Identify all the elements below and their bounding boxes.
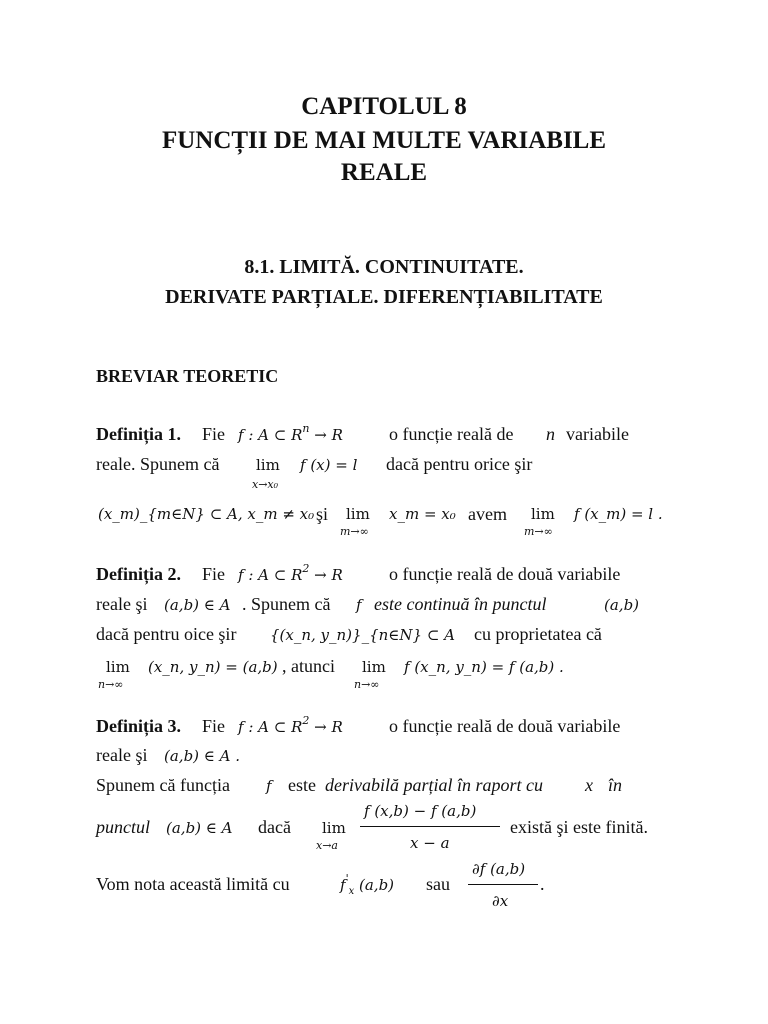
def1-fx: f (x) = l bbox=[300, 456, 358, 474]
def1-lim2-sub: m→∞ bbox=[340, 525, 369, 538]
def2-label: Definiția 2. bbox=[96, 564, 181, 584]
def1-text3: reale. Spunem că bbox=[96, 454, 220, 474]
def3-map: f : A ⊂ $R^2 \to R$ bbox=[238, 714, 343, 736]
def3-fie: Fie bbox=[202, 716, 226, 736]
chapter-number: CAPITOLUL 8 bbox=[301, 93, 467, 120]
def1-si: şi bbox=[316, 504, 329, 524]
def2-lim2-sub: n→∞ bbox=[354, 678, 380, 691]
chapter-title: FUNCȚII DE MAI MULTE VARIABILE bbox=[161, 127, 607, 154]
def3-fprime: $f'_x$ (a,b) bbox=[340, 872, 395, 897]
def1-lim3: lim bbox=[531, 505, 555, 523]
def3-text9: există şi este finită. bbox=[510, 817, 648, 837]
section-title: 8.1. LIMITĂ. CONTINUITATE. bbox=[244, 256, 524, 278]
def2-text2: reale şi bbox=[96, 594, 148, 614]
def3-text5: derivabilă parțial în raport cu bbox=[325, 775, 543, 795]
def1-xm: x_m = x₀ bbox=[389, 505, 456, 523]
def1-lim2: lim bbox=[346, 505, 370, 523]
def3-frac-bar bbox=[360, 826, 500, 827]
def3-lim: lim bbox=[322, 819, 346, 837]
def3-ab: (a,b) ∈ A . bbox=[164, 747, 241, 765]
def2-map: f : A ⊂ $R^2 \to R$ bbox=[238, 562, 343, 584]
def3-text2: reale şi bbox=[96, 745, 148, 765]
def3-text7: punctul bbox=[96, 817, 150, 837]
def1-map: f : A ⊂ $R^n \to R$ bbox=[238, 422, 343, 444]
def2-text4: este continuă în punctul bbox=[374, 594, 547, 614]
def2-lim-sub: n→∞ bbox=[98, 678, 124, 691]
def1-avem: avem bbox=[468, 504, 507, 524]
breviar-heading: BREVIAR TEORETIC bbox=[96, 366, 279, 386]
def3-pfrac-num: ∂f (a,b) bbox=[472, 860, 526, 878]
def1-lim: lim bbox=[256, 456, 280, 474]
def3-x: x bbox=[585, 775, 593, 795]
def3-dot: . bbox=[540, 874, 545, 894]
def2-text1: o funcție reală de două variabile bbox=[389, 564, 621, 584]
def3-lim-sub: x→a bbox=[316, 839, 338, 852]
def2-fie: Fie bbox=[202, 564, 226, 584]
def3-f: f bbox=[266, 777, 272, 795]
def2-text5: dacă pentru oice şir bbox=[96, 624, 237, 644]
def2-ab2: (a,b) bbox=[604, 596, 640, 614]
def2-text3: . Spunem că bbox=[242, 594, 331, 614]
def1-text1: o funcție reală de bbox=[389, 424, 514, 444]
def3-text6: în bbox=[608, 775, 623, 795]
section-title-cont: DERIVATE PARȚIALE. DIFERENȚIABILITATE bbox=[165, 286, 603, 308]
def3-text8: dacă bbox=[258, 817, 291, 837]
def2-f: f bbox=[356, 596, 362, 614]
def1-lim3-sub: m→∞ bbox=[524, 525, 553, 538]
def2-fx: f (x_n, y_n) = f (a,b) . bbox=[404, 658, 564, 676]
def3-ab2: (a,b) ∈ A bbox=[166, 819, 233, 837]
def1-label: Definiția 1. bbox=[96, 424, 181, 444]
def2-seq: {(x_n, y_n)}_{n∈N} ⊂ A bbox=[270, 626, 455, 644]
def3-text3: Spunem că funcția bbox=[96, 775, 230, 795]
def2-lim: lim bbox=[106, 658, 130, 676]
def1-seq: (x_m)_{m∈N} ⊂ A, x_m ≠ x₀ bbox=[98, 505, 315, 523]
def1-text2: variabile bbox=[566, 424, 629, 444]
def2-pair: (x_n, y_n) = (a,b) bbox=[148, 658, 278, 676]
def1-text4: dacă pentru orice şir bbox=[386, 454, 533, 474]
def2-text6: cu proprietatea că bbox=[474, 624, 602, 644]
def3-pfrac-bar bbox=[468, 884, 538, 885]
def3-text10: Vom nota această limită cu bbox=[96, 874, 290, 894]
def2-lim2: lim bbox=[362, 658, 386, 676]
def1-fxm: f (x_m) = l . bbox=[574, 505, 663, 523]
def1-n: n bbox=[546, 424, 555, 444]
def3-text4: este bbox=[288, 775, 316, 795]
def1-fie: Fie bbox=[202, 424, 226, 444]
def3-frac-num: f (x,b) − f (a,b) bbox=[364, 802, 477, 820]
def2-ab: (a,b) ∈ A bbox=[164, 596, 231, 614]
def3-sau: sau bbox=[426, 874, 450, 894]
chapter-title-cont: REALE bbox=[340, 159, 428, 186]
def1-lim-sub: x→x₀ bbox=[252, 478, 279, 491]
def3-frac-den: x − a bbox=[410, 834, 450, 852]
def3-pfrac-den: ∂x bbox=[492, 892, 509, 910]
def3-label: Definiția 3. bbox=[96, 716, 181, 736]
def2-text7: , atunci bbox=[282, 656, 335, 676]
def3-text1: o funcție reală de două variabile bbox=[389, 716, 621, 736]
